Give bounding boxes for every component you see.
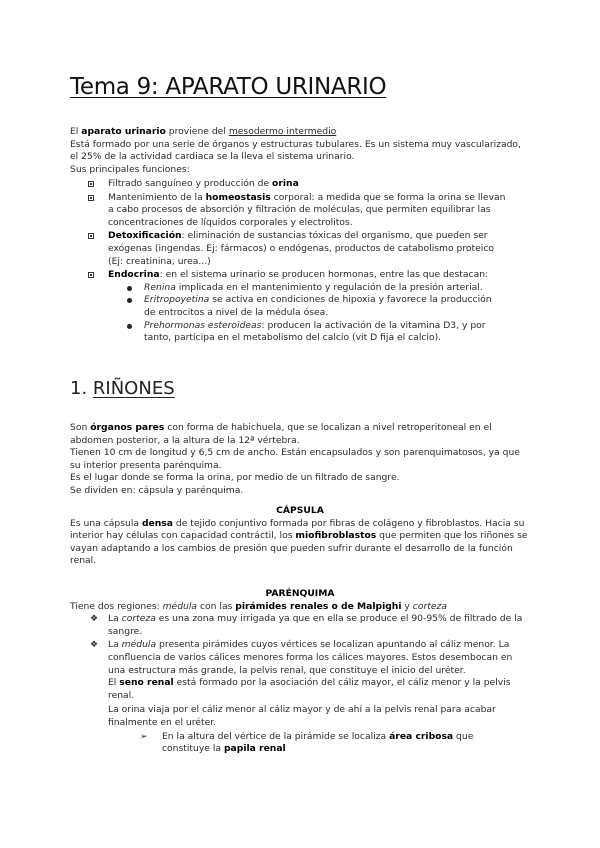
hormone-item: Eritropoyetina se activa en condiciones de hipoxia y favorece la producción de entrocitos a nivel de la médula ósea. [125,294,498,319]
diamond-bullet-icon: ❖ [90,640,99,651]
checkbox-bullet-icon [88,195,94,201]
function-item: Endocrina: en el sistema urinario se producen hormonas, entre las que destacan: [88,269,508,282]
rinones-paragraph-2: Tienen 10 cm de longitud y 6,5 cm de ancho. Están encapsulados y son parenquimatosos, ya que su interior presenta parénquima. [70,447,520,471]
capsula-heading: CÁPSULA [276,505,324,516]
functions-list [88,178,508,345]
function-item: Mantenimiento de la homeostasis corporal: a medida que se forma la orina se llevan a cabo procesos de absorción y filtración de moléculas, que permiten equilibrar las concentraciones de líquidos corporales y electrolitos. [88,192,508,230]
function-item: Filtrado sanguíneo y producción de orina [88,178,508,191]
hormone-item: Renina implicada en el mantenimiento y regulación de la presión arterial. [125,282,498,295]
parenquima-item-corteza: ❖ La corteza es una zona muy irrigada ya que en ella se produce el 90-95% de filtrado de la sangre. [90,613,523,637]
rinones-section [70,422,530,498]
parenquima-subitem: ➢ En la altura del vértice de la pirámide se localiza área cribosa que constituye la papila renal [140,730,474,755]
diamond-bullet-icon: ❖ [90,614,99,625]
intro-paragraph-1 [70,126,530,139]
section-heading-rinones: 1. RIÑONES [70,378,175,399]
hormones-list [88,282,498,345]
rinones-paragraph-1: Son órganos pares con forma de habichuela, que se localizan a nivel retroperitoneal en el abdomen posterior, a la altura de la 12ª vértebra. [70,422,492,446]
checkbox-bullet-icon [88,181,94,187]
rinones-paragraph-3: Es el lugar donde se forma la orina, por medio de un filtrado de sangre. [70,472,400,484]
parenquima-list [70,613,530,756]
intro-paragraph-3: Sus principales funciones: [70,163,190,175]
intro-text: El [70,126,82,137]
rinones-paragraph-4: Se dividen en: cápsula y parénquima. [70,484,244,496]
arrow-bullet-icon: ➢ [140,731,148,742]
intro-paragraph-2: Está formado por una serie de órganos y estructuras tubulares. Es un sistema muy vascularizado, el 25% de la actividad cardiaca se la lleva el sistema urinario. [70,138,521,163]
intro-bold-term: aparato urinario [81,126,166,137]
page-title: Tema 9: APARATO URINARIO [70,74,387,100]
bullet-dot-icon [127,324,132,329]
capsula-section [70,505,530,568]
intro-underlined-term: mesodermo intermedio [228,126,337,137]
intro-text: proviene del [165,126,229,137]
parenquima-item-medula: ❖ La médula presenta pirámides cuyos vértices se localizan apuntando al cáliz menor. La confluencia de varios cálices menores forma los cálices mayores. Estos desembocan en una estructura más grande, la pelvis renal, que constituye el inicio del uréter. El seno renal está formado por la asociación del cáliz mayor, el cáliz menor y la pelvis renal. La orina viaja por el cáliz menor al cáliz mayor y de ahí a la pelvis renal para acabar finalmente en el uréter. ➢ En la altura del vértice de la pirámide se localiza área cribosa que constituye la papila renal [90,639,513,755]
intro-section [70,126,530,176]
parenquima-section [70,588,530,756]
hormone-item: Prehormonas esteroideas: producen la activación de la vitamina D3, y por tanto, participa en el metabolismo del calcio (vit D fija el calcio). [125,320,498,345]
parenquima-heading: PARÉNQUIMA [265,588,335,599]
bullet-dot-icon [127,286,132,291]
parenquima-intro: Tiene dos regiones: médula con las pirámides renales o de Malpighi y corteza [70,600,447,612]
checkbox-bullet-icon [88,233,94,239]
bullet-dot-icon [127,298,132,303]
checkbox-bullet-icon [88,272,94,278]
capsula-paragraph: Es una cápsula densa de tejido conjuntivo formada por fibras de colágeno y fibroblastos. Hacia su interior hay células con capacidad contráctil, los miofibroblastos que permiten que los riñones se vayan adaptando a los cambios de presión que pueden sufrir durante el desarrollo de la función renal. [70,517,528,567]
function-item: Detoxificación: eliminación de sustancias tóxicas del organismo, que pueden ser exógenas (ingendas. Ej: fármacos) o endógenas, productos de catabolismo proteico (Ej: creatinina, urea...) [88,230,508,268]
